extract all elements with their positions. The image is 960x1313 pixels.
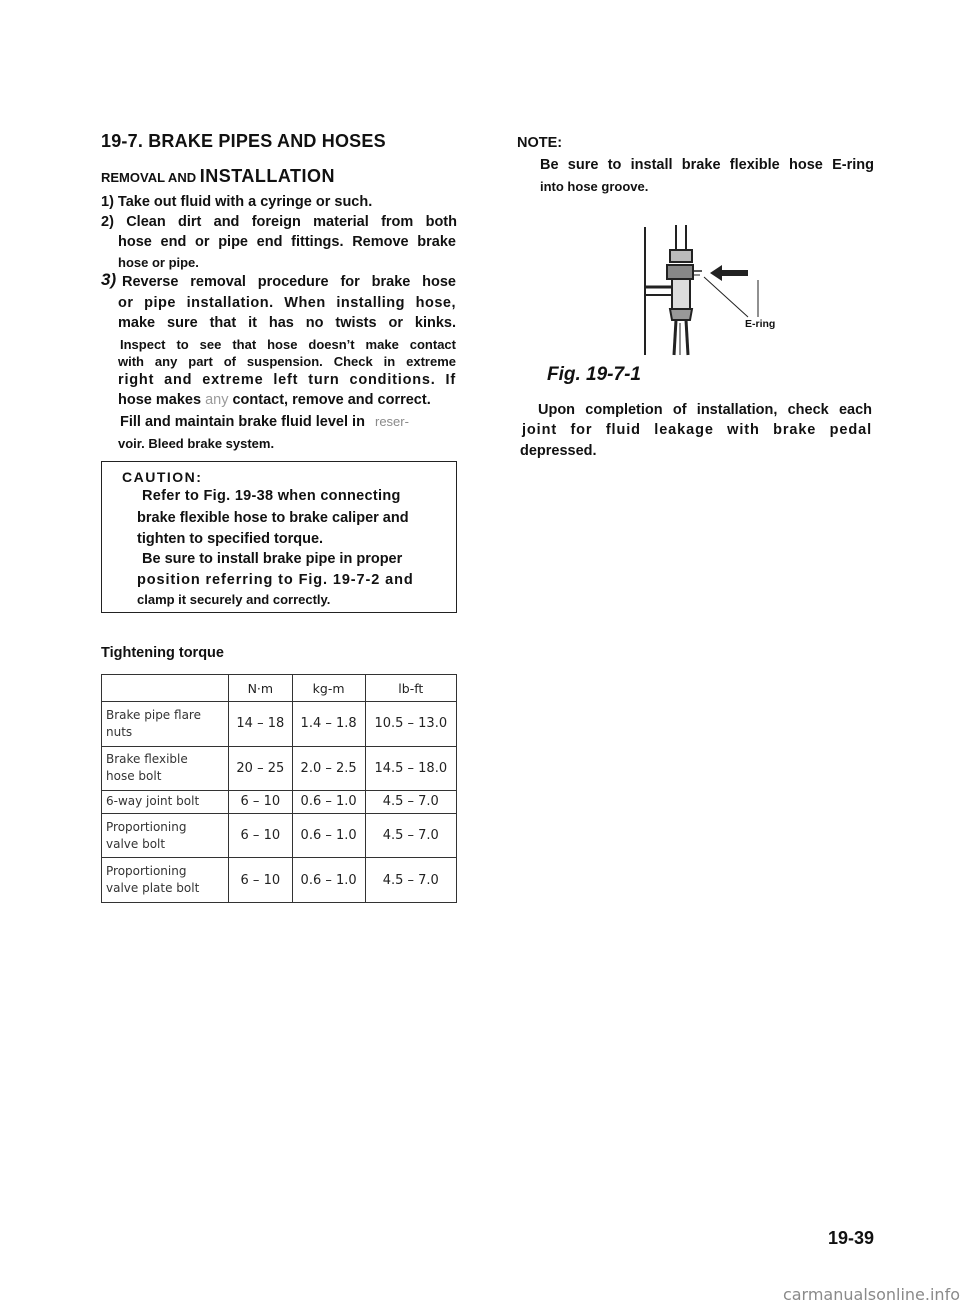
item-line-2: valve plate bolt	[106, 881, 200, 896]
torque-item	[102, 746, 229, 791]
torque-kgm: 1.4 – 1.8	[292, 702, 365, 747]
table-row	[102, 746, 457, 791]
step-3-line-5: with any part of suspension. Check in extreme	[118, 354, 456, 369]
torque-header-kgm: kg-m	[292, 675, 365, 702]
subheading	[101, 166, 335, 187]
completion-line-1: Upon completion of installation, check each	[538, 402, 872, 418]
torque-kgm: 0.6 – 1.0	[292, 858, 365, 903]
torque-item	[102, 791, 229, 814]
torque-header-nm: N·m	[229, 675, 293, 702]
note-line-2: into hose groove.	[540, 179, 649, 194]
torque-kgm: 2.0 – 2.5	[292, 746, 365, 791]
caution-line-1: Refer to Fig. 19-38 when connecting	[142, 488, 401, 504]
step-3-line-8a: Fill and maintain brake fluid level in	[120, 414, 365, 430]
torque-table	[101, 674, 457, 903]
torque-nm: 6 – 10	[229, 858, 293, 903]
table-row	[102, 791, 457, 814]
item-line-1: Brake flexible	[106, 752, 188, 767]
note-title: NOTE:	[517, 135, 563, 151]
step-3-line-6: right and extreme left turn conditions. If	[118, 372, 456, 388]
step-3-line-1: Reverse removal procedure for brake hose	[122, 274, 456, 290]
step-3-line-7	[118, 390, 431, 410]
step-3-line-8b: reser-	[374, 414, 409, 429]
item-line-1: Proportioning	[106, 864, 187, 879]
torque-lbft: 10.5 – 13.0	[365, 702, 456, 747]
subheading-large: INSTALLATION	[199, 166, 336, 186]
torque-nm: 20 – 25	[229, 746, 293, 791]
table-row	[102, 858, 457, 903]
torque-nm: 6 – 10	[229, 813, 293, 858]
step-2-line-3: hose or pipe.	[118, 255, 199, 270]
step-3-line-7b: any	[205, 392, 229, 408]
item-line-1: Proportioning	[106, 819, 187, 834]
torque-header-item	[102, 675, 229, 702]
caution-line-4: Be sure to install brake pipe in proper	[142, 551, 403, 567]
torque-lbft: 4.5 – 7.0	[365, 813, 456, 858]
e-ring-label: E-ring	[745, 318, 776, 330]
step-3-line-8	[120, 412, 409, 432]
step-3-line-4: Inspect to see that hose doesn’t make contact	[120, 337, 456, 352]
torque-kgm: 0.6 – 1.0	[292, 791, 365, 814]
step-3-number: 3)	[101, 270, 117, 289]
step-3-line-3: make sure that it has no twists or kinks.	[118, 315, 456, 331]
item-line-1: Brake pipe flare	[106, 707, 201, 722]
footer-watermark: carmanualsonline.info	[782, 1285, 960, 1304]
torque-header-row	[102, 675, 457, 702]
subheading-small: REMOVAL AND	[101, 170, 197, 185]
torque-item	[102, 813, 229, 858]
caution-title: CAUTION:	[122, 469, 203, 485]
torque-header-lbft: lb-ft	[365, 675, 456, 702]
torque-item	[102, 702, 229, 747]
caution-line-5: position referring to Fig. 19-7-2 and	[137, 572, 414, 588]
caution-line-2: brake flexible hose to brake caliper and	[137, 510, 409, 526]
completion-line-3: depressed.	[520, 443, 597, 459]
step-3-line-7a: hose makes	[118, 392, 202, 408]
section-title: 19-7. BRAKE PIPES AND HOSES	[101, 131, 386, 151]
item-line-2: nuts	[106, 724, 133, 739]
step-3-line-2: or pipe installation. When installing hose,	[118, 295, 456, 311]
figure-caption: Fig. 19-7-1	[547, 364, 641, 385]
torque-nm: 6 – 10	[229, 791, 293, 814]
torque-label: Tightening torque	[101, 645, 224, 661]
step-2-line-2: hose end or pipe end fittings. Remove brake	[118, 234, 456, 250]
caution-line-6: clamp it securely and correctly.	[137, 592, 331, 607]
item-line-2: valve bolt	[106, 836, 166, 851]
torque-kgm: 0.6 – 1.0	[292, 813, 365, 858]
torque-item	[102, 858, 229, 903]
completion-line-2: joint for fluid leakage with brake pedal	[522, 422, 872, 438]
table-row	[102, 813, 457, 858]
caution-line-3: tighten to specified torque.	[137, 531, 324, 547]
step-1: 1) Take out fluid with a cyringe or such.	[101, 194, 373, 210]
item-line-1: 6-way joint bolt	[106, 794, 200, 809]
step-2-line-1: 2) Clean dirt and foreign material from both	[101, 214, 457, 230]
torque-lbft: 4.5 – 7.0	[365, 858, 456, 903]
item-line-2: hose bolt	[106, 769, 162, 784]
brake-hose-e-ring-illustration	[630, 225, 770, 357]
page-number: 19-39	[828, 1228, 875, 1248]
torque-nm: 14 – 18	[229, 702, 293, 747]
table-row	[102, 702, 457, 747]
torque-lbft: 14.5 – 18.0	[365, 746, 456, 791]
step-3-line-9: voir. Bleed brake system.	[118, 436, 275, 451]
note-line-1: Be sure to install brake flexible hose E-ring	[540, 157, 874, 173]
step-3-line-7c: contact, remove and correct.	[232, 392, 431, 408]
torque-lbft: 4.5 – 7.0	[365, 791, 456, 814]
